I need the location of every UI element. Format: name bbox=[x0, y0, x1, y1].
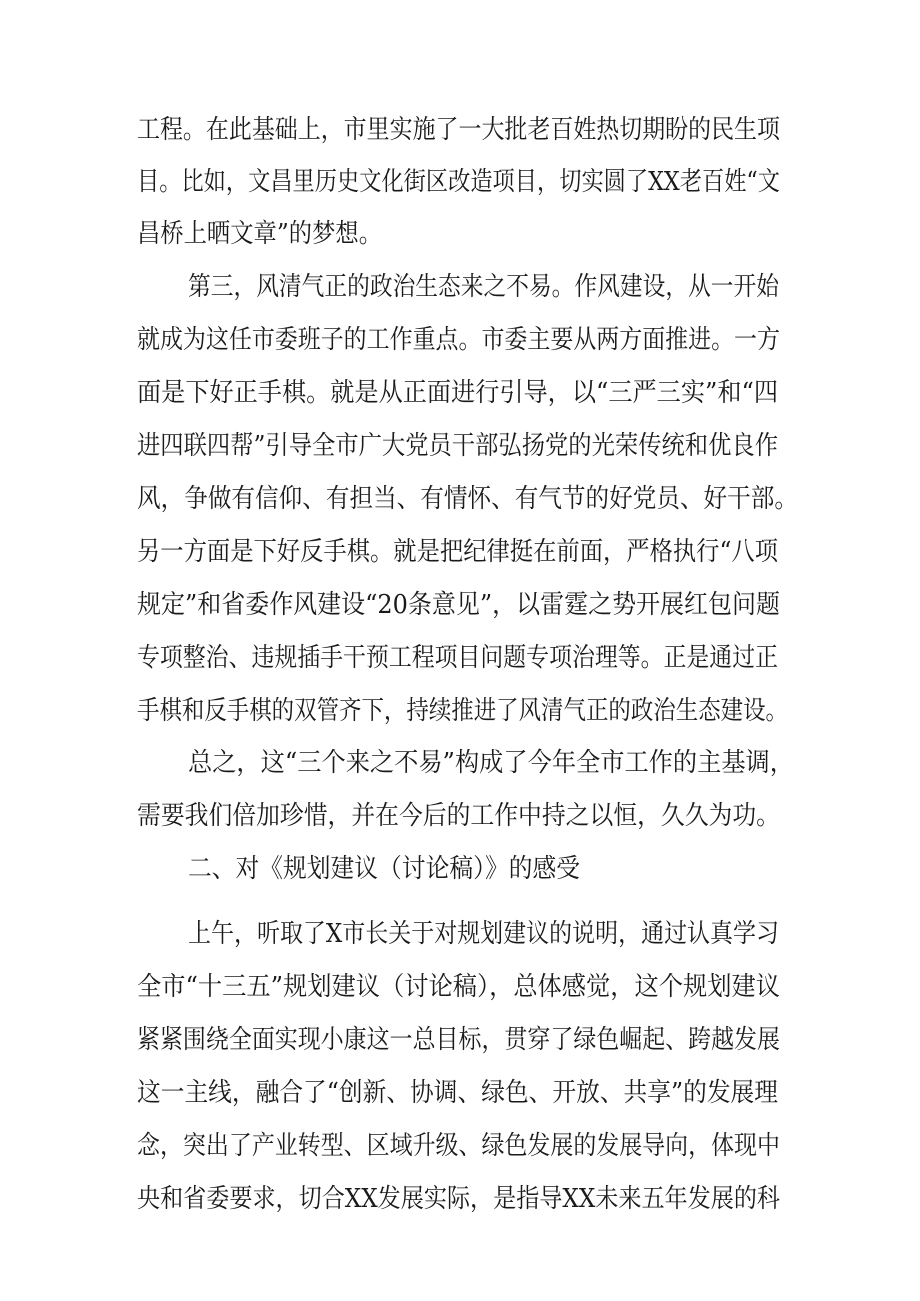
text-line bbox=[0, 424, 920, 468]
text-line bbox=[0, 912, 920, 956]
text-line bbox=[0, 965, 920, 1009]
text-line bbox=[0, 160, 920, 204]
line-text: 面是下好正手棋。就是从正面进行引导，以“三严三实”和“四 bbox=[137, 378, 778, 408]
text-line bbox=[0, 477, 920, 521]
line-text: 全市“十三五”规划建议（讨论稿），总体感觉，这个规划建议 bbox=[137, 972, 780, 1002]
text-line bbox=[0, 212, 920, 256]
text-line bbox=[0, 794, 920, 838]
line-text: 目。比如，文昌里历史文化街区改造项目，切实圆了XX老百姓“文 bbox=[137, 167, 780, 197]
line-text: 另一方面是下好反手棋。就是把纪律挺在前面，严格执行“八项 bbox=[137, 537, 778, 567]
line-text: 第三，风清气正的政治生态来之不易。作风建设，从一开始 bbox=[188, 272, 779, 302]
text-line bbox=[0, 741, 920, 785]
text-line bbox=[0, 318, 920, 362]
line-text: 上午，听取了X市长关于对规划建议的说明，通过认真学习 bbox=[188, 919, 779, 949]
text-line bbox=[0, 1124, 920, 1168]
line-text: 昌桥上晒文章”的梦想。 bbox=[137, 219, 382, 249]
section-heading bbox=[0, 847, 920, 891]
line-text: 需要我们倍加珍惜，并在今后的工作中持之以恒，久久为功。 bbox=[137, 801, 780, 831]
text-line bbox=[0, 583, 920, 627]
line-text: 央和省委要求，切合XX发展实际，是指导XX未来五年发展的科 bbox=[137, 1184, 780, 1214]
text-line bbox=[0, 371, 920, 415]
line-text: 手棋和反手棋的双管齐下，持续推进了风清气正的政治生态建设。 bbox=[137, 696, 788, 726]
line-text: 规定”和省委作风建设“20条意见”，以雷霆之势开展红包问题 bbox=[137, 590, 780, 620]
line-text: 风，争做有信仰、有担当、有情怀、有气节的好党员、好干部。 bbox=[137, 484, 798, 514]
line-text: 专项整治、违规插手干预工程项目问题专项治理等。正是通过正 bbox=[137, 643, 778, 673]
text-line bbox=[0, 108, 920, 152]
line-text: 工程。在此基础上，市里实施了一大批老百姓热切期盼的民生项 bbox=[137, 115, 780, 145]
line-text: 就成为这任市委班子的工作重点。市委主要从两方面推进。一方 bbox=[137, 325, 780, 355]
line-text: 总之，这“三个来之不易”构成了今年全市工作的主基调， bbox=[188, 748, 794, 778]
text-line bbox=[0, 530, 920, 574]
text-line bbox=[0, 265, 920, 309]
line-text: 这一主线，融合了“创新、协调、绿色、开放、共享”的发展理 bbox=[137, 1078, 778, 1108]
section-heading-text: 二、对《规划建议（讨论稿）》的感受 bbox=[188, 854, 580, 884]
line-text: 紧紧围绕全面实现小康这一总目标，贯穿了绿色崛起、跨越发展 bbox=[137, 1025, 780, 1055]
line-text: 进四联四帮”引导全市广大党员干部弘扬党的光荣传统和优良作 bbox=[137, 431, 778, 461]
text-line bbox=[0, 1018, 920, 1062]
text-line bbox=[0, 1071, 920, 1115]
text-line bbox=[0, 636, 920, 680]
line-text: 念，突出了产业转型、区域升级、绿色发展的发展导向，体现中 bbox=[137, 1131, 780, 1161]
text-line bbox=[0, 689, 920, 733]
text-line bbox=[0, 1177, 920, 1221]
